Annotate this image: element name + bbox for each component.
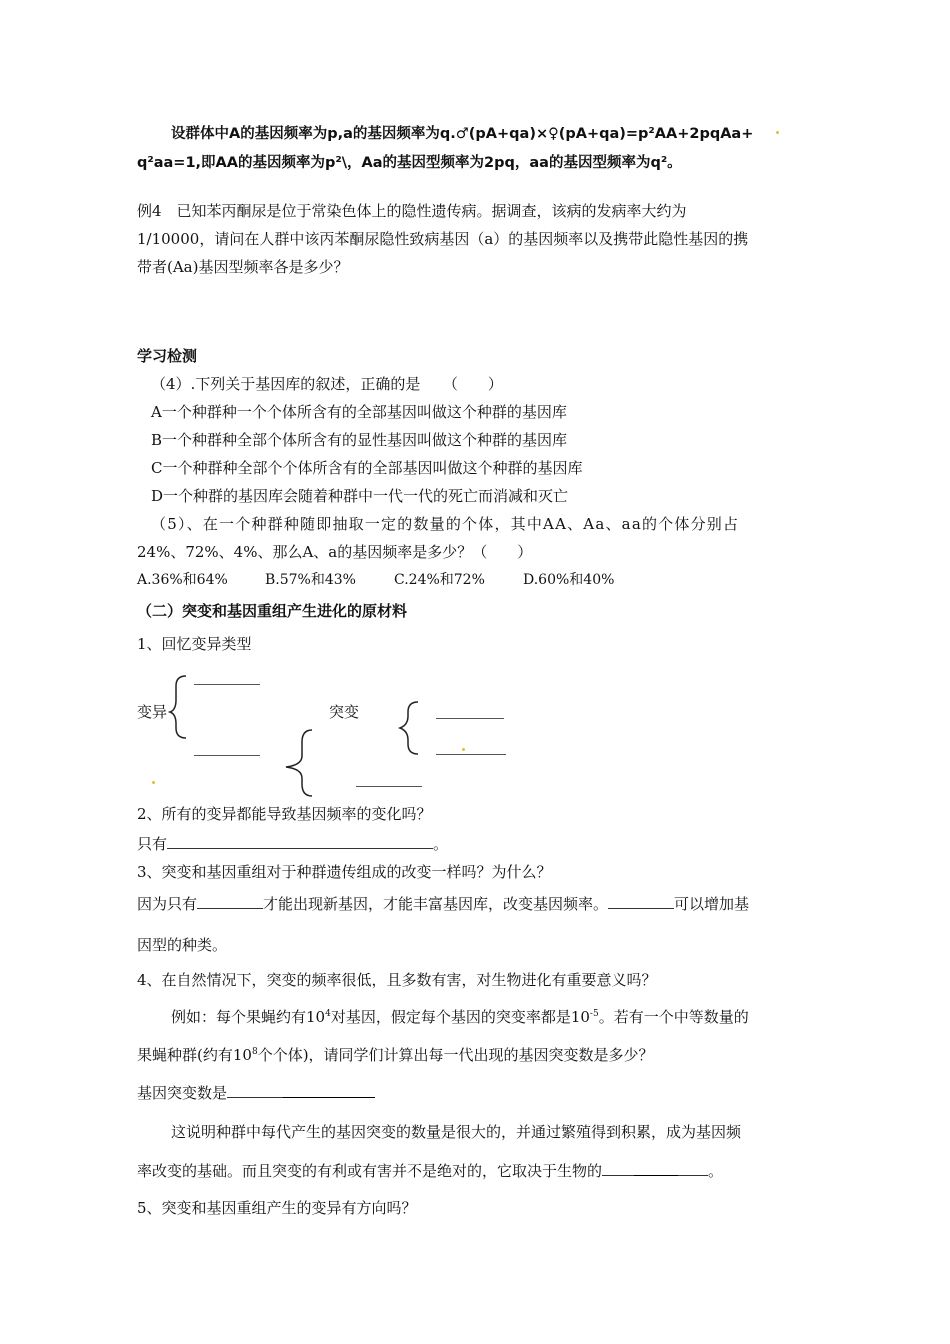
explanation-blank-thin-2[interactable]	[678, 1161, 708, 1176]
example4-line-3: 带者(Aa)基因型频率各是多少？	[137, 258, 349, 276]
q4-option-c: C一个种群种全部个个体所含有的全部基因叫做这个种群的基因库	[151, 459, 583, 477]
example4-line-2: 1/10000，请问在人群中该丙苯酮尿隐性致病基因（a）的基因频率以及携带此隐性基因的携	[137, 230, 749, 248]
decorative-dot	[776, 131, 779, 134]
explanation-blank-thin[interactable]	[602, 1161, 634, 1176]
diagram-blank-1[interactable]	[194, 684, 260, 685]
explanation-prefix: 率改变的基础。而且突变的有利或有害并不是绝对的，它取决于生物的	[137, 1162, 603, 1180]
item3-suffix: 可以增加基	[674, 895, 750, 913]
example-line-2	[137, 1045, 654, 1065]
mutation-count-row	[137, 1083, 375, 1103]
q5-option-c: C.24%和72%	[394, 572, 485, 588]
diagram-blank-5[interactable]	[356, 786, 422, 787]
item3-prefix: 因为只有	[137, 895, 198, 913]
decorative-dot	[462, 748, 465, 751]
example2-text-a: 果蝇种群(约有10	[137, 1046, 252, 1064]
diagram-blank-3[interactable]	[436, 718, 504, 719]
example-line-1	[171, 1007, 749, 1027]
q5-option-d: D.60%和40%	[523, 572, 615, 588]
diagram-label-variation: 变异	[137, 703, 168, 721]
item5-question: 5、突变和基因重组产生的变异有方向吗？	[137, 1199, 417, 1217]
brace-mutation	[400, 702, 418, 754]
item3-answer-row	[137, 894, 749, 914]
example-text-c: 。若有一个中等数量的	[598, 1008, 749, 1026]
item2-prefix: 只有	[137, 835, 168, 853]
item3-middle: 才能出现新基因，才能丰富基因库，改变基因频率。	[263, 895, 609, 913]
decorative-dot	[152, 781, 155, 784]
explanation-blank-thick[interactable]	[634, 1161, 678, 1176]
item4-question: 4、在自然情况下，突变的频率很低，且多数有害，对生物进化有重要意义吗？	[137, 971, 657, 989]
item3-question: 3、突变和基因重组对于种群遗传组成的改变一样吗？为什么？	[137, 863, 552, 881]
explanation-line-1: 这说明种群中每代产生的基因突变的数量是很大的，并通过繁殖得到积累，成为基因频	[171, 1123, 742, 1141]
item2-suffix: 。	[433, 835, 449, 853]
q5-line-1: （5）、在一个种群种随即抽取一定的数量的个体，其中AA、Aa、aa的个体分别占	[151, 515, 740, 533]
q4-option-d: D一个种群的基因库会随着种群中一代一代的死亡而消减和灭亡	[151, 487, 569, 505]
check-title: 学习检测	[137, 347, 198, 365]
intro-line-2: q²aa=1,即AA的基因频率为p²\，Aa的基因型频率为2pq，aa的基因型频率为q²。	[137, 155, 682, 171]
q5-option-a: A.36%和64%	[137, 572, 228, 588]
explanation-suffix: 。	[708, 1162, 724, 1180]
q4-option-b: B一个种群种全部个体所含有的显性基因叫做这个种群的基因库	[151, 431, 568, 449]
explanation-line-2	[137, 1161, 723, 1181]
q4-stem: （4）.下列关于基因库的叙述，正确的是 （ ）	[151, 375, 503, 393]
item2-answer-row	[137, 834, 448, 854]
mutation-count-blank-thin[interactable]	[227, 1083, 283, 1098]
example-text-b: 对基因，假定每个基因的突变率都是10	[330, 1008, 590, 1026]
item1-recall: 1、回忆变异类型	[137, 635, 252, 653]
example-exp-4: 4	[325, 1009, 331, 1019]
brace-recombination	[286, 730, 312, 796]
section2-title: （二）突变和基因重组产生进化的原材料	[137, 602, 408, 620]
example4-line-1: 例4 已知苯丙酮尿是位于常染色体上的隐性遗传病。据调查，该病的发病率大约为	[137, 202, 687, 220]
q5-option-b: B.57%和43%	[265, 572, 356, 588]
item3-blank-2[interactable]	[608, 894, 674, 909]
q4-option-a: A一个种群种一个个体所含有的全部基因叫做这个种群的基因库	[151, 403, 567, 421]
item2-answer-blank[interactable]	[167, 834, 433, 849]
diagram-label-mutation: 突变	[329, 703, 360, 721]
mutation-count-blank-thick[interactable]	[283, 1083, 375, 1098]
intro-line-1: 设群体中A的基因频率为p,a的基因频率为q.♂(pA+qa)×♀(pA+qa)=p²AA+2pqAa+	[171, 126, 754, 142]
item3-blank-1[interactable]	[197, 894, 263, 909]
diagram-blank-4[interactable]	[436, 754, 506, 755]
mutation-count-label: 基因突变数是	[137, 1084, 228, 1102]
example-text-a: 例如：每个果蝇约有10	[171, 1008, 326, 1026]
diagram-blank-2[interactable]	[194, 755, 260, 756]
example2-text-b: 个个体)，请同学们计算出每一代出现的基因突变数是多少？	[257, 1046, 654, 1064]
q5-line-2: 24%、72%、4%、那么A、a的基因频率是多少？（ ）	[137, 543, 533, 561]
item3-continuation: 因型的种类。	[137, 936, 228, 954]
example2-exp-8: 8	[251, 1047, 258, 1057]
brace-variation	[170, 676, 186, 738]
item2-question: 2、所有的变异都能导致基因频率的变化吗？	[137, 805, 432, 823]
example-exp-neg5: -5	[589, 1009, 599, 1019]
